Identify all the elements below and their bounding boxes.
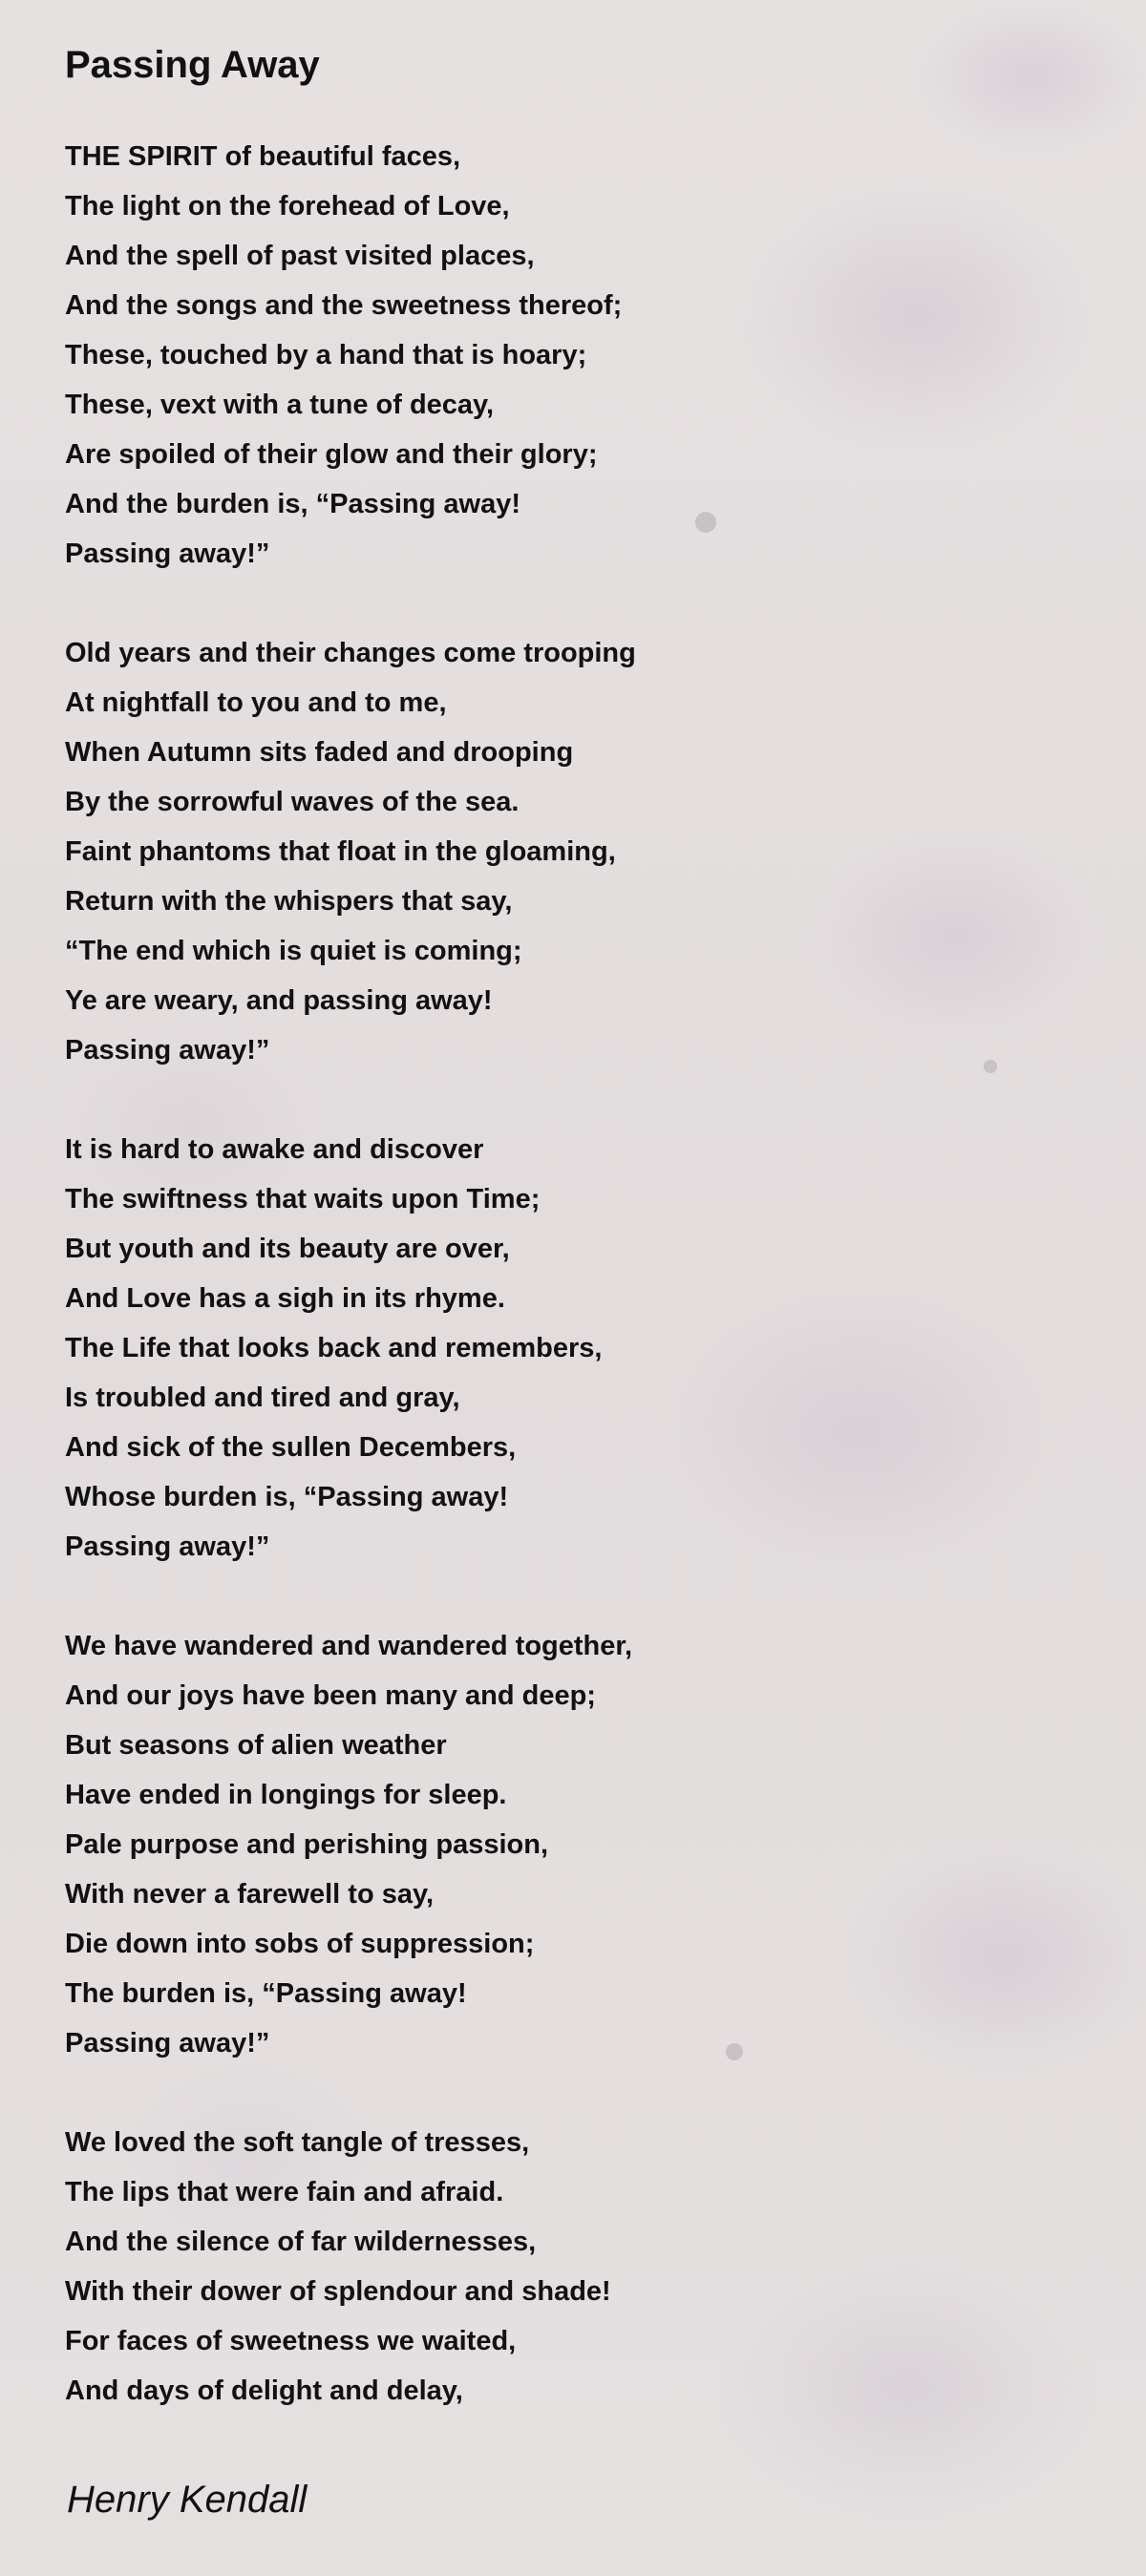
poem-line: Is troubled and tired and gray, (65, 1383, 460, 1413)
poem-line: Pale purpose and perishing passion, (65, 1829, 548, 1860)
poem-line: Passing away!” (65, 1531, 270, 1562)
poem-line: The lips that were fain and afraid. (65, 2177, 504, 2207)
poem-line: We loved the soft tangle of tresses, (65, 2127, 530, 2158)
stanza-5 (65, 2118, 1077, 2416)
poem-line: Passing away!” (65, 1035, 270, 1066)
poem-line: And Love has a sigh in its rhyme. (65, 1283, 505, 1314)
poem-line: For faces of sweetness we waited, (65, 2326, 517, 2356)
stanza-1 (65, 132, 1077, 579)
poem-line: Ye are weary, and passing away! (65, 985, 493, 1016)
poem-page (65, 42, 1077, 2465)
stanza-3 (65, 1125, 1077, 1572)
poem-line: THE SPIRIT of beautiful faces, (65, 141, 461, 172)
poem-line: Whose burden is, “Passing away! (65, 1482, 509, 1512)
poem-line: With their dower of splendour and shade! (65, 2276, 611, 2307)
poem-line: And the spell of past visited places, (65, 241, 535, 271)
poem-line: Die down into sobs of suppression; (65, 1929, 535, 1959)
poem-line: But youth and its beauty are over, (65, 1234, 510, 1264)
poem-line: The Life that looks back and remembers, (65, 1333, 603, 1363)
poem-line: It is hard to awake and discover (65, 1134, 484, 1165)
poem-line: And sick of the sullen Decembers, (65, 1432, 517, 1463)
stanza-4 (65, 1621, 1077, 2068)
poem-line: And the songs and the sweetness thereof; (65, 290, 623, 321)
poem-line: The light on the forehead of Love, (65, 191, 510, 222)
poem-line: Passing away!” (65, 2028, 270, 2059)
stanza-2 (65, 628, 1077, 1075)
poem-line: Return with the whispers that say, (65, 886, 513, 917)
poem-line: And days of delight and delay, (65, 2375, 463, 2406)
poem-line: The swiftness that waits upon Time; (65, 1184, 541, 1214)
poem-title: Passing Away (65, 44, 320, 86)
poem-line: At nightfall to you and to me, (65, 687, 447, 718)
poem-line: Are spoiled of their glow and their glory; (65, 439, 598, 470)
poem-author: Henry Kendall (67, 2479, 308, 2521)
poem-line: We have wandered and wandered together, (65, 1631, 633, 1661)
poem-line: Have ended in longings for sleep. (65, 1780, 507, 1810)
poem-line: And the silence of far wildernesses, (65, 2227, 537, 2257)
poem-line: Old years and their changes come trooping (65, 638, 636, 668)
poem-line: When Autumn sits faded and drooping (65, 737, 574, 768)
poem-line: Faint phantoms that float in the gloaming, (65, 836, 616, 867)
poem-line: The burden is, “Passing away! (65, 1978, 467, 2009)
poem-line: Passing away!” (65, 538, 270, 569)
poem-line: “The end which is quiet is coming; (65, 936, 522, 966)
poem-line: These, vext with a tune of decay, (65, 390, 495, 420)
poem-line: And the burden is, “Passing away! (65, 489, 520, 519)
poem-line: By the sorrowful waves of the sea. (65, 787, 520, 817)
poem-line: These, touched by a hand that is hoary; (65, 340, 587, 370)
poem-line: With never a farewell to say, (65, 1879, 435, 1910)
poem-line: And our joys have been many and deep; (65, 1680, 596, 1711)
poem-line: But seasons of alien weather (65, 1730, 447, 1761)
